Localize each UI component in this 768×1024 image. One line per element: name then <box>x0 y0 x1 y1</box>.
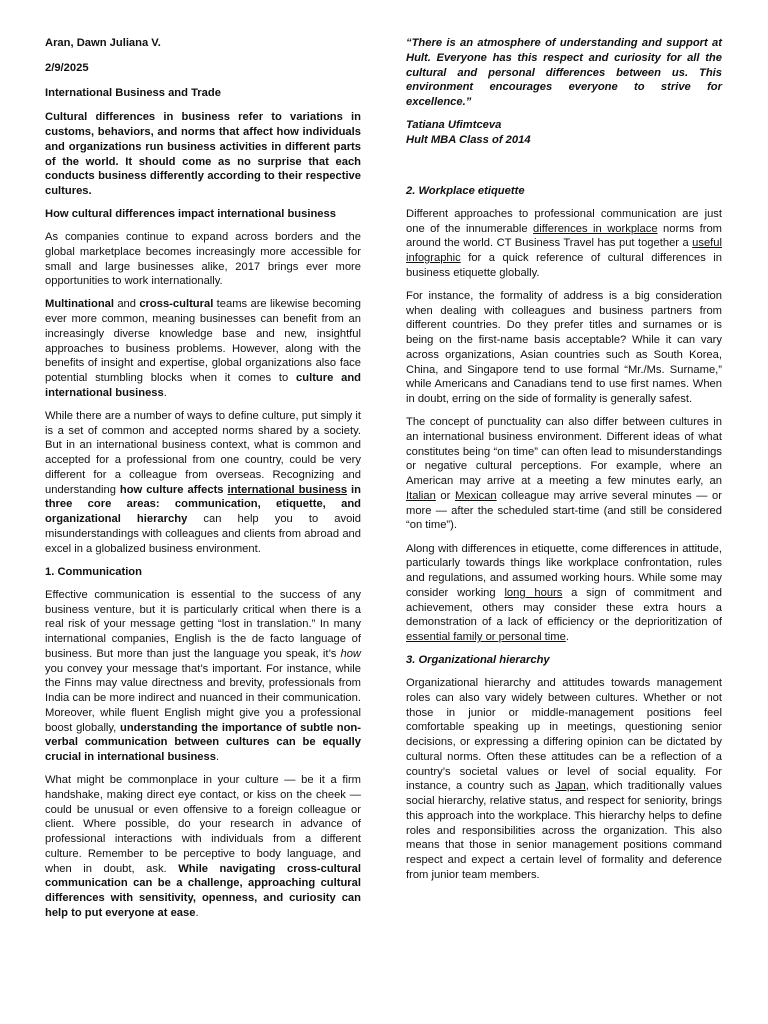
link-family-personal-time[interactable]: essential family or personal time <box>406 631 566 644</box>
right-column <box>406 36 722 891</box>
intro-paragraph: Cultural differences in business refer to variations in customs, behaviors, and norms that affect how individuals and organizations run business activities in different parts of the world. It should come as no surprise that each conducts business differently according to their respective cultures. <box>45 111 361 197</box>
link-differences-in-workplace[interactable]: differences in workplace <box>533 222 658 235</box>
testimonial-program: Hult MBA Class of 2014 <box>406 133 531 146</box>
paragraph-formality: For instance, the formality of address is a big consideration when dealing with colleagues and business partners from different countries. Do they prefer titles and surnames or is being on the first-name basis acceptable? While it can vary across organizations, Asian countries such as South Korea, China, and Singapore tend to use formal “Mr./Ms. Surname,” while Americans and Canadians tend to use first names. When in doubt, erring on the side of formality is generally safest. <box>406 289 722 406</box>
paragraph-attitude: Along with differences in etiquette, come differences in attitude, particularly towards things like workplace confrontation, rules and regulations, and assumed working hours. While some may consider working long hours a sign of commitment and achievement, others may consider these extra hours a demonstration of a lack of efficiency or the deprioritization of essential family or personal time. <box>406 542 723 644</box>
paragraph-punctuality: The concept of punctuality can also differ between cultures in an international business environment. Different ideas of what constitutes being “on time” can often lead to misunderstandings or negative cultural perceptions. For example, where an American may arrive at a meeting a few minutes early, an Italian or Mexican colleague may arrive several minutes — or more — after the scheduled start-time (and still be considered “on time”). <box>406 416 722 532</box>
paragraph-hierarchy: Organizational hierarchy and attitudes towards management roles can also vary widely between cultures. Whether or not those in junior or middle-management positions feel comfortable speaking up in meetings, questioning senior decisions, or expressing a differing opinion can be dictated by cultural norms. Often these attitudes can be a reflection of a country’s societal values or level of social equality. For instance, a country such as Japan, which traditionally values social hierarchy, relative status, and respect for seniority, brings this approach into the workplace. This hierarchy helps to define roles and responsibilities across the organization. This also means that those in senior management positions command respect and expect a certain level of formality and deference from junior team members. <box>406 677 722 881</box>
section-heading-main: How cultural differences impact international business <box>45 208 336 221</box>
document-date: 2/9/2025 <box>45 61 89 74</box>
link-useful-infographic[interactable]: useful infographic <box>406 237 722 265</box>
paragraph-etiquette: Different approaches to professional communication are just one of the innumerable differences in workplace norms from around the world. CT Business Travel has put together a useful infographic for a quick reference of cultural differences in business etiquette globally. <box>406 207 722 279</box>
paragraph-culture: While there are a number of ways to define culture, put simply it is a set of common and accepted norms shared by a society. But in an international business context, what is common and accepted for a professional from one country, could be very different for a colleague from overseas. Recognizing and understanding how culture affects international business in three core areas: communication, etiquette, and organizational hierarchy can help you to avoid misunderstandings with colleagues and clients from abroad and excel in a globalized business environment. <box>45 409 362 555</box>
paragraph-communication: Effective communication is essential to the success of any business venture, but it is particularly critical when there is a real risk of your message getting “lost in translation.” In many international companies, English is the de facto language of business. But more than just the language you speak, it’s how you convey your message that’s important. For instance, while the Finns may value directness and brevity, professionals from India can be more indirect and nuanced in their communication. Moreover, while fluent English might give you a professional boost globally, understanding the importance of subtle non-verbal communication between cultures can be equally crucial in international business. <box>45 588 361 764</box>
link-japan[interactable]: Japan <box>555 780 586 793</box>
link-italian[interactable]: Italian <box>406 489 436 502</box>
course-title: International Business and Trade <box>45 86 221 99</box>
testimonial-quote: “There is an atmosphere of understanding and support at Hult. Everyone has this respect and curiosity for all the cultural and personal differences between us. This environment encourages everyone to strive for excellence.” <box>406 37 722 108</box>
spacer <box>406 156 722 184</box>
section-heading-communication: 1. Communication <box>45 565 142 578</box>
link-international-business[interactable]: international business <box>227 483 348 496</box>
paragraph-commonplace: What might be commonplace in your culture — be it a firm handshake, making direct eye contact, or kiss on the cheek — could be unusual or even offensive to a foreign colleague or client. Where possible, do your research in advance of professional interactions with individuals from a different culture. Remember to be perceptive to body language, and when in doubt, ask. While navigating cross-cultural communication can be a challenge, approaching cultural differences with sensitivity, openness, and curiosity can help to put everyone at ease. <box>45 774 361 919</box>
section-heading-hierarchy: 3. Organizational hierarchy <box>406 654 550 667</box>
section-heading-etiquette: 2. Workplace etiquette <box>406 184 525 197</box>
author-name: Aran, Dawn Juliana V. <box>45 37 161 49</box>
paragraph-teams: Multinational and cross-cultural teams are likewise becoming ever more common, meaning businesses can benefit from an increasingly diverse knowledge base and new, insightful approaches to business problems. However, along with the benefits of insight and expertise, global organizations also face potential stumbling blocks when it comes to culture and international business. <box>45 298 362 399</box>
paragraph-expand: As companies continue to expand across borders and the global marketplace becomes increasingly more accessible for small and large businesses alike, 2017 brings ever more opportunities to work internationally. <box>45 231 361 288</box>
testimonial-author: Tatiana Ufimtceva <box>406 119 502 132</box>
link-long-hours[interactable]: long hours <box>504 586 563 599</box>
left-column <box>45 36 361 929</box>
link-mexican[interactable]: Mexican <box>454 489 497 502</box>
